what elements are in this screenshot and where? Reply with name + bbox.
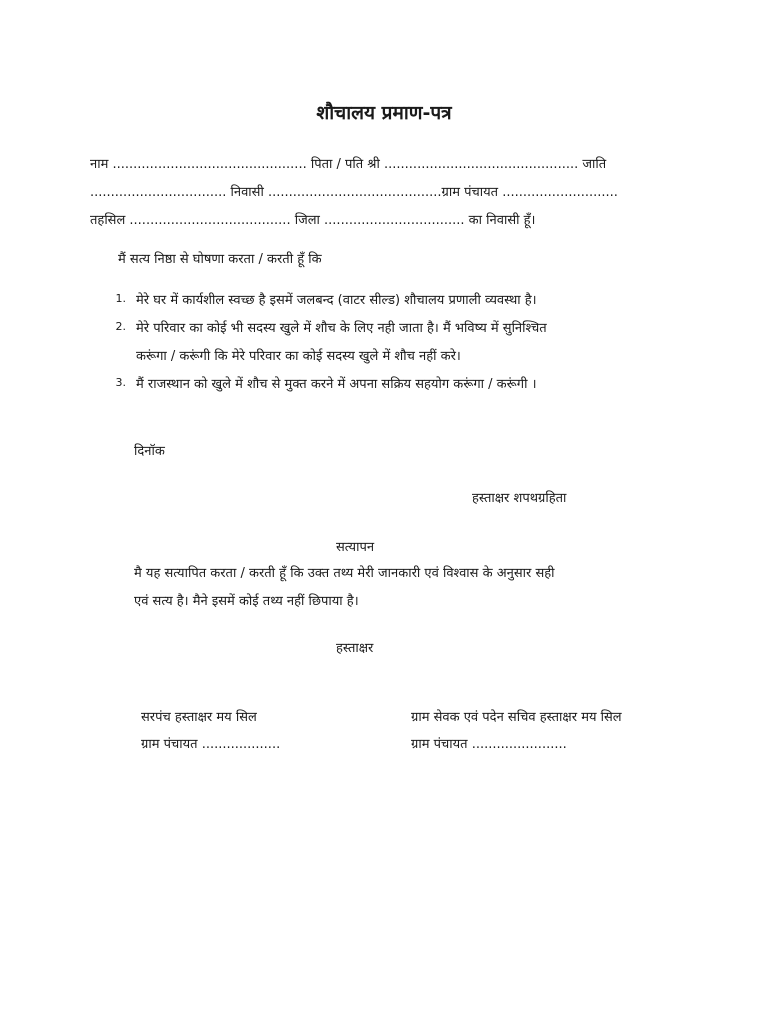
list-item-text: मैं राजस्थान को खुले में शौच से मुक्त करने में अपना सक्रिय सहयोग करूंगा / करूंगी । [136,377,537,392]
form-line-residence: ................................. निवासी ..........................................ग्राम पंचायत ............................ [90,185,618,200]
gram-sevak-signature: ग्राम सेवक एवं पदेन सचिव हस्ताक्षर मय सिल [411,710,622,725]
verification-text-line: एवं सत्य है। मैने इसमें कोई तथ्य नहीं छिपाया है। [134,594,359,609]
list-item-text: करूंगा / करूंगी कि मेरे परिवार का कोई सदस्य खुले में शौच नहीं करे। [136,349,461,364]
date-label: दिनॉक [134,444,165,459]
gram-sevak-gram-panchayat: ग्राम पंचायत ....................... [411,737,567,752]
document-title: शौचालय प्रमाण-पत्र [316,102,452,124]
sarpanch-signature: सरपंच हस्ताक्षर मय सिल [141,710,257,725]
form-line-tehsil: तहसिल ....................................... जिला .................................. का निवासी हूँ। [90,213,536,228]
list-item-text: मेरे परिवार का कोई भी सदस्य खुले में शौच के लिए नही जाता है। मैं भविष्य में सुनिश्चित [136,321,547,336]
sarpanch-gram-panchayat: ग्राम पंचायत ................... [141,737,281,752]
list-item-number: 3. [115,376,126,389]
verification-heading: सत्यापन [336,540,375,555]
list-item-number: 1. [115,292,126,305]
list-item-text: मेरे घर में कार्यशील स्वच्छ है इसमें जलबन्द (वाटर सील्ड) शौचालय प्रणाली व्यवस्था है। [136,293,537,308]
verification-text-line: मै यह सत्यापित करता / करती हूँ कि उक्त तथ्य मेरी जानकारी एवं विश्वास के अनुसार सही [134,566,555,581]
oath-taker-signature: हस्ताक्षर शपथग्रहिता [472,491,567,506]
list-item-number: 2. [115,320,126,333]
verifier-signature: हस्ताक्षर [336,641,374,656]
declaration-intro: मैं सत्य निष्ठा से घोषणा करता / करती हूँ कि [118,252,322,267]
form-line-name: नाम ............................................... पिता / पति श्री ............................................... जाति [90,157,607,172]
